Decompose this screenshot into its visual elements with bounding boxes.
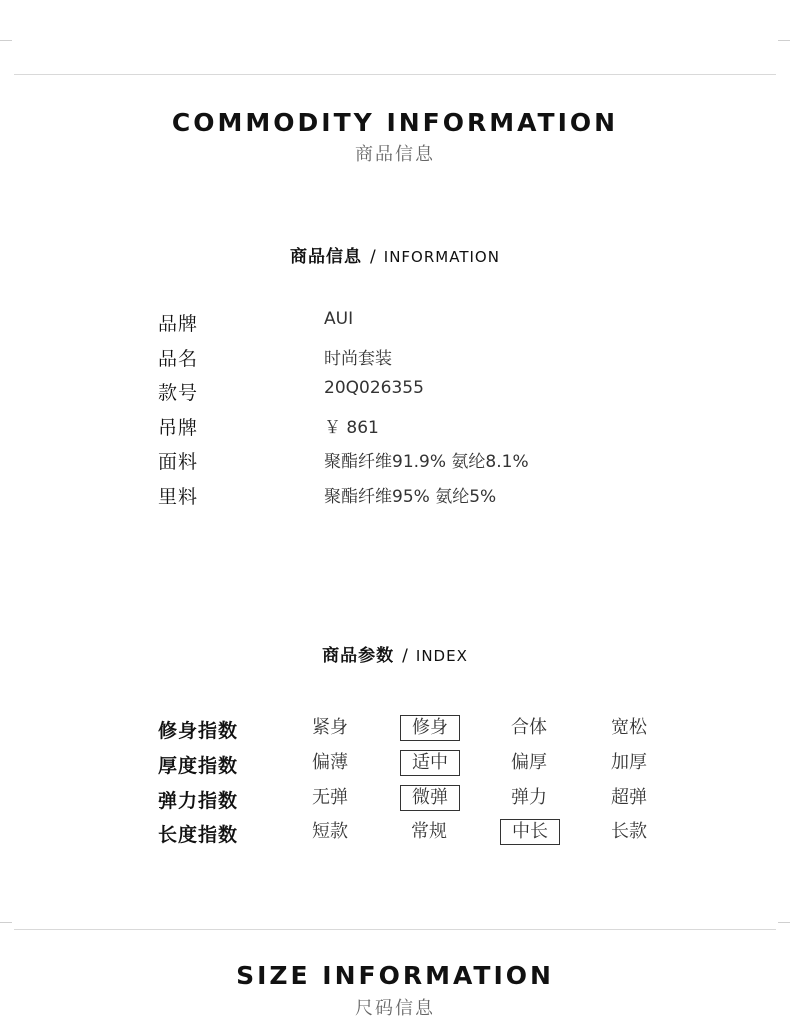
info-label: 面料 [158,451,199,473]
index-option: 常规 [411,821,447,842]
index-heading-sep: / [402,646,408,666]
index-label: 弹力指数 [158,790,239,812]
index-option: 超弹 [611,787,647,808]
index-option: 宽松 [611,717,647,738]
info-value: AUI [324,309,354,329]
index-option: 偏薄 [312,752,348,773]
index-option: 偏厚 [511,752,547,773]
index-option: 长款 [611,821,647,842]
index-row-thickness [158,751,678,781]
index-option-selected: 微弹 [400,785,460,811]
index-option-selected: 修身 [400,715,460,741]
info-value: 聚酯纤维91.9% 氨纶8.1% [324,452,529,472]
index-heading-en: INDEX [415,647,468,665]
size-subtitle: 尺码信息 [355,998,435,1019]
info-label: 里料 [158,486,199,508]
index-label: 厚度指数 [158,755,239,777]
index-option: 短款 [312,821,348,842]
corner-tick-top-right [778,40,790,41]
index-row-elasticity [158,786,678,816]
info-section-heading [0,242,790,267]
info-value: ￥ 861 [324,418,379,438]
info-value: 20Q026355 [324,378,424,398]
commodity-title: COMMODITY INFORMATION [171,108,619,137]
index-option-selected: 适中 [400,750,460,776]
index-section-heading [0,641,790,666]
commodity-subtitle: 商品信息 [355,144,435,165]
info-label: 品名 [158,348,199,370]
corner-tick-bottom-left [0,922,12,923]
info-heading-sep: / [370,247,376,267]
index-label: 修身指数 [158,720,239,742]
corner-tick-top-left [0,40,12,41]
size-title: SIZE INFORMATION [236,961,554,990]
info-heading-en: INFORMATION [383,248,500,266]
index-option: 合体 [511,717,547,738]
info-value: 时尚套装 [324,349,392,369]
index-option: 加厚 [611,752,647,773]
bottom-divider [14,929,776,930]
index-option-selected: 中长 [500,819,560,845]
index-label: 长度指数 [158,824,239,846]
index-option: 弹力 [511,787,547,808]
index-option: 紧身 [312,717,348,738]
info-label: 吊牌 [158,417,199,439]
index-option: 无弹 [312,787,348,808]
index-row-length [158,820,678,850]
info-label: 品牌 [158,313,199,335]
index-row-fit [158,716,678,746]
corner-tick-bottom-right [778,922,790,923]
info-label: 款号 [158,382,199,404]
info-value: 聚酯纤维95% 氨纶5% [324,487,497,507]
info-heading-cn: 商品信息 [290,247,363,267]
index-heading-cn: 商品参数 [322,646,395,666]
top-divider [14,74,776,75]
